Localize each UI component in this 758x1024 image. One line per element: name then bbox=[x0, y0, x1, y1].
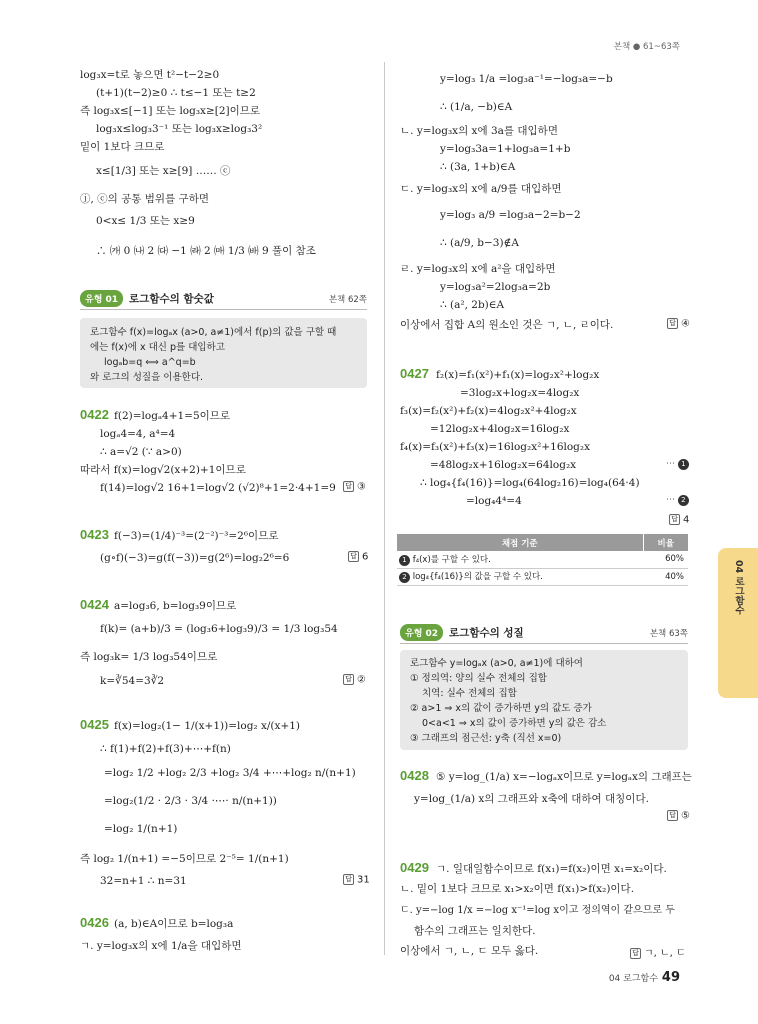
p0429-line-5: 이상에서 ㄱ, ㄴ, ㄷ 모두 옳다. bbox=[400, 945, 539, 957]
table-row bbox=[397, 551, 688, 568]
p0425-line-5: =log₂ 1/(n+1) bbox=[104, 823, 178, 835]
p0425-answer: 답 31 bbox=[343, 874, 370, 886]
page-footer bbox=[609, 970, 680, 985]
column-divider bbox=[384, 62, 385, 955]
p0422-line-2: logₐ4=4, a⁴=4 bbox=[100, 428, 176, 440]
answer-icon: 답 bbox=[630, 948, 641, 959]
concept02-line-4: ② a>1 ⇒ x의 값이 증가하면 y의 값도 증가 bbox=[410, 703, 592, 714]
intro-line-3: 즉 log₃x≤[−1] 또는 log₃x≥[2]이므로 bbox=[80, 105, 261, 117]
p0429-line-3: ㄷ. y=−log 1/x =−log x⁻¹=log x이고 정의역이 같으므로 두 bbox=[400, 905, 675, 916]
p0427-line-4: =12log₂x+4log₂x=16log₂x bbox=[430, 423, 570, 435]
p0426c-line-4: y=log₃3a=1+log₃a=1+b bbox=[440, 143, 571, 155]
p0428-answer: 답 ⑤ bbox=[667, 810, 690, 822]
table-cell-criterion: 1 f₄(x)를 구할 수 있다. bbox=[397, 551, 643, 568]
p0424-answer: 답 ② bbox=[343, 674, 366, 686]
p0426c-line-2: ∴ (1/a, −b)∈A bbox=[440, 101, 513, 113]
type01-title: 로그함수의 함숫값 bbox=[129, 293, 214, 305]
p0423-line-2: (g∘f)(−3)=g(f(−3))=g(2⁶)=log₂2⁶=6 bbox=[100, 552, 290, 564]
table-cell-ratio: 40% bbox=[643, 568, 688, 585]
p0423-line-1: f(−3)=(1/4)⁻³=(2⁻²)⁻³=2⁶이므로 bbox=[114, 530, 279, 542]
p0427-line-3: f₃(x)=f₂(x²)+f₂(x)=4log₂x²+4log₂x bbox=[400, 405, 577, 417]
p0425-line-2: ∴ f(1)+f(2)+f(3)+⋯+f(n) bbox=[100, 743, 231, 755]
table-cell-criterion: 2 log₄{f₄(16)}의 값을 구할 수 있다. bbox=[397, 568, 643, 585]
type01-badge: 유형 01 bbox=[80, 290, 123, 307]
p0427-step2-marker: ⋯ 2 bbox=[666, 495, 689, 506]
scoring-table bbox=[397, 534, 688, 586]
answer-icon: 답 bbox=[667, 810, 678, 821]
problem-0427-number: 0427 bbox=[400, 366, 429, 381]
answer-icon: 답 bbox=[343, 874, 354, 885]
concept01-line-4: 와 로그의 성질을 이용한다. bbox=[90, 372, 204, 383]
p0426-line-1: (a, b)∈A이므로 b=log₃a bbox=[114, 918, 234, 930]
intro-line-8: 0<x≤ 1/3 또는 x≥9 bbox=[96, 215, 195, 227]
problem-0422-number: 0422 bbox=[80, 407, 109, 422]
p0425-line-1: f(x)=log₂(1− 1/(x+1))=log₂ x/(x+1) bbox=[114, 720, 301, 732]
p0426c-line-10: y=log₃a²=2log₃a=2b bbox=[440, 281, 551, 293]
p0422-line-1: f(2)=logₐ4+1=5이므로 bbox=[114, 410, 231, 422]
p0424-line-2: f(k)= (a+b)/3 = (log₃6+log₃9)/3 = 1/3 log₃54 bbox=[100, 623, 338, 635]
p0422-line-4: 따라서 f(x)=log√2(x+2)+1이므로 bbox=[80, 464, 246, 476]
concept02-box bbox=[400, 650, 688, 750]
intro-line-4: log₃x≤log₃3⁻¹ 또는 log₃x≥log₃3² bbox=[96, 123, 263, 135]
intro-line-2: (t+1)(t−2)≥0 ∴ t≤−1 또는 t≥2 bbox=[96, 87, 256, 99]
footer-chapter: 04 로그함수 bbox=[608, 974, 658, 984]
intro-line-5: 밑이 1보다 크므로 bbox=[80, 141, 165, 153]
intro-line-1: log₃x=t로 놓으면 t²−t−2≥0 bbox=[80, 69, 220, 81]
chapter-side-tab bbox=[718, 548, 758, 698]
page-number: 49 bbox=[661, 970, 680, 985]
p0426c-line-6: ㄷ. y=log₃x의 x에 a/9를 대입하면 bbox=[400, 183, 562, 195]
p0422-line-5: f(14)=log√2 16+1=log√2 (√2)⁸+1=2·4+1=9 bbox=[100, 482, 336, 494]
p0429-answer: 답 ㄱ, ㄴ, ㄷ bbox=[630, 944, 686, 959]
p0427-line-6: =48log₂x+16log₂x=64log₂x bbox=[430, 459, 577, 471]
table-cell-ratio: 60% bbox=[643, 551, 688, 568]
problem-0426-number: 0426 bbox=[80, 915, 109, 930]
answer-icon: 답 bbox=[669, 514, 680, 525]
p0423-answer: 답 6 bbox=[348, 551, 368, 563]
chapter-side-tab-label: 04 로그함수 bbox=[733, 560, 744, 615]
p0427-line-2: =3log₂x+log₂x=4log₂x bbox=[460, 387, 580, 399]
p0422-answer: 답 ③ bbox=[343, 481, 366, 493]
concept01-line-2: 에는 f(x)에 x 대신 p를 대입하고 bbox=[90, 342, 225, 353]
p0422-line-3: ∴ a=√2 (∵ a>0) bbox=[100, 446, 182, 458]
p0426c-line-11: ∴ (a², 2b)∈A bbox=[440, 299, 505, 311]
p0427-line-8: =log₄4⁴=4 bbox=[466, 495, 522, 507]
p0427-line-7: ∴ log₄{f₄(16)}=log₄(64log₂16)=log₄(64·4) bbox=[420, 477, 640, 489]
concept02-line-5: 0<a<1 ⇒ x의 값이 증가하면 y의 값은 감소 bbox=[422, 718, 607, 729]
p0427-line-5: f₄(x)=f₃(x²)+f₃(x)=16log₂x²+16log₂x bbox=[400, 441, 591, 453]
problem-0429-number: 0429 bbox=[400, 860, 429, 875]
concept01-line-3: logₐb=q ⟺ a^q=b bbox=[104, 357, 196, 368]
p0426c-line-7: y=log₃ a/9 =log₃a−2=b−2 bbox=[440, 209, 581, 221]
type01-ref: 본책 62쪽 bbox=[328, 294, 367, 305]
concept01-line-1: 로그함수 f(x)=logₐx (a>0, a≠1)에서 f(p)의 값을 구할 때 bbox=[90, 327, 337, 338]
p0425-line-6: 즉 log₂ 1/(n+1) =−5이므로 2⁻⁵= 1/(n+1) bbox=[80, 853, 289, 865]
header-page-reference: 본책 ● 61~63쪽 bbox=[613, 42, 680, 52]
type02-header bbox=[400, 622, 688, 644]
table-header-row bbox=[397, 534, 688, 551]
concept02-line-3: 치역: 실수 전체의 집합 bbox=[422, 688, 517, 699]
p0427-line-1: f₂(x)=f₁(x²)+f₁(x)=log₂x²+log₂x bbox=[436, 369, 600, 381]
p0428-line-2: y=log_(1/a) x의 그래프와 x축에 대하여 대칭이다. bbox=[414, 793, 649, 805]
p0424-line-3: 즉 log₃k= 1/3 log₃54이므로 bbox=[80, 651, 218, 663]
type02-title: 로그함수의 성질 bbox=[449, 627, 524, 639]
p0425-line-3: =log₂ 1/2 +log₂ 2/3 +log₂ 3/4 +⋯+log₂ n/(n+1) bbox=[104, 767, 356, 779]
p0426c-line-1: y=log₃ 1/a =log₃a⁻¹=−log₃a=−b bbox=[440, 73, 613, 85]
intro-line-9: ∴ ㈎ 0 ㈏ 2 ㈐ −1 ㈑ 2 ㈒ 1/3 ㈓ 9 풀이 참조 bbox=[96, 245, 316, 257]
problem-0425-number: 0425 bbox=[80, 717, 109, 732]
table-header-criterion: 채점 기준 bbox=[397, 534, 643, 551]
concept02-line-1: 로그함수 y=logₐx (a>0, a≠1)에 대하여 bbox=[410, 658, 583, 669]
problem-0424-number: 0424 bbox=[80, 597, 109, 612]
intro-line-6: x≤[1/3] 또는 x≥[9] …… ⓒ bbox=[96, 165, 231, 177]
p0426c-line-12: 이상에서 집합 A의 원소인 것은 ㄱ, ㄴ, ㄹ이다. bbox=[400, 319, 614, 331]
concept02-line-6: ③ 그래프의 점근선: y축 (직선 x=0) bbox=[410, 733, 562, 744]
p0426c-line-3: ㄴ. y=log₃x의 x에 3a를 대입하면 bbox=[400, 125, 558, 137]
p0424-line-1: a=log₃6, b=log₃9이므로 bbox=[114, 600, 237, 612]
problem-0423-number: 0423 bbox=[80, 527, 109, 542]
p0428-line-1: ⑤ y=log_(1/a) x=−logₐx이므로 y=logₐx의 그래프는 bbox=[436, 771, 692, 783]
concept01-box bbox=[80, 318, 367, 388]
p0427-answer: 답 4 bbox=[669, 514, 689, 526]
p0426c-line-8: ∴ (a/9, b−3)∉A bbox=[440, 237, 519, 249]
p0426c-line-5: ∴ (3a, 1+b)∈A bbox=[440, 161, 516, 173]
p0426-line-2: ㄱ. y=log₃x의 x에 1/a을 대입하면 bbox=[80, 940, 242, 952]
answer-icon: 답 bbox=[343, 674, 354, 685]
answer-icon: 답 bbox=[348, 551, 359, 562]
intro-line-7: ⓙ, ⓒ의 공통 범위를 구하면 bbox=[80, 193, 209, 205]
type02-badge: 유형 02 bbox=[400, 624, 443, 641]
p0427-step1-marker: ⋯ 1 bbox=[666, 459, 689, 470]
problem-0428-number: 0428 bbox=[400, 768, 429, 783]
table-header-ratio: 비율 bbox=[643, 534, 688, 551]
p0425-line-4: =log₂(1/2 · 2/3 · 3/4 ·⋯· n/(n+1)) bbox=[104, 795, 277, 807]
type01-header bbox=[80, 288, 367, 310]
p0426c-line-9: ㄹ. y=log₃x의 x에 a²을 대입하면 bbox=[400, 263, 556, 275]
answer-icon: 답 bbox=[343, 481, 354, 492]
table-row bbox=[397, 568, 688, 585]
p0425-line-7: 32=n+1 ∴ n=31 bbox=[100, 875, 187, 887]
p0424-line-4: k=∛54=3∛2 bbox=[100, 675, 165, 687]
answer-icon: 답 bbox=[667, 318, 678, 329]
concept02-line-2: ① 정의역: 양의 실수 전체의 집합 bbox=[410, 673, 547, 684]
type02-ref: 본책 63쪽 bbox=[649, 628, 688, 639]
p0426-answer: 답 ④ bbox=[667, 318, 690, 330]
p0429-line-4: 함수의 그래프는 일치한다. bbox=[414, 925, 536, 937]
p0429-line-1: ㄱ. 일대일함수이므로 f(x₁)=f(x₂)이면 x₁=x₂이다. bbox=[436, 863, 667, 875]
p0429-line-2: ㄴ. 밑이 1보다 크므로 x₁>x₂이면 f(x₁)>f(x₂)이다. bbox=[400, 883, 635, 895]
